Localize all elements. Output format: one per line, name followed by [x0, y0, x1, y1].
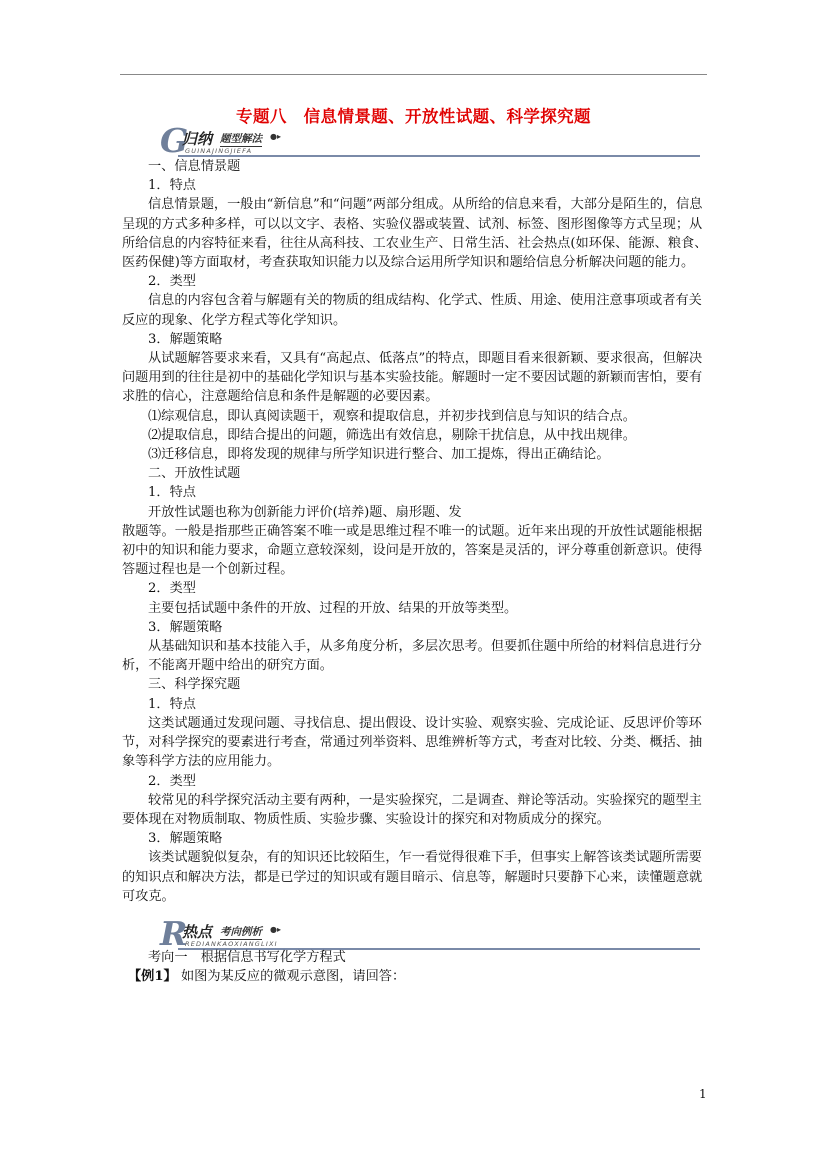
subheading: 1．特点	[148, 178, 196, 194]
paragraph: 主要包括试题中条件的开放、过程的开放、结果的开放等类型。	[148, 600, 518, 616]
document-body	[122, 157, 712, 906]
banner-subtitle: 考向例析	[220, 926, 262, 938]
example-text: 如图为某反应的微观示意图，请回答：	[180, 969, 406, 985]
header-rule	[120, 74, 707, 75]
subheading: 1．特点	[148, 696, 196, 712]
page-title: 专题八 信息情景题、开放性试题、科学探究题	[236, 107, 591, 126]
section-heading: 一、信息情景题	[148, 159, 241, 174]
subheading: 2．类型	[148, 773, 196, 789]
paragraph: 较常见的科学探究活动主要有两种，一是实验探究，二是调查、辩论等活动。实验探究的题型主要体现在对物质制取、物质性质、实验步骤、实验设计的探究和对物质成分的探究。	[122, 792, 702, 827]
list-item: ⑴综观信息，即认真阅读题干，观察和提取信息，并初步找到信息与知识的结合点。	[148, 408, 636, 424]
paragraph: 从基础知识和基本技能入手，从多角度分析，多层次思考。但要抓住题中所给的材料信息进行分析，不能离开题中给出的研究方面。	[122, 639, 702, 674]
example-block	[122, 948, 712, 986]
example-line	[122, 967, 712, 986]
subheading: 1．特点	[148, 485, 196, 501]
paragraph: 信息的内容包含着与解题有关的物质的组成结构、化学式、性质、用途、使用注意事项或者有关反应的现象、化学方程式等化学知识。	[122, 293, 702, 328]
paragraph: 开放性试题也称为创新能力评价(培养)题、扇形题、发	[148, 504, 462, 520]
section-banner-summary	[160, 121, 700, 161]
banner-pinyin: GUINAJINGJIEFA	[185, 147, 253, 155]
section-heading: 三、科学探究题	[148, 677, 241, 693]
banner-word: 归纳	[182, 130, 213, 148]
banner-subtitle: 题型解法	[220, 133, 262, 145]
topic-heading: 考向一 根据信息书写化学方程式	[148, 950, 346, 965]
subheading: 3．解题策略	[148, 831, 223, 847]
banner-initial: G	[160, 121, 189, 160]
subheading: 3．解题策略	[148, 331, 223, 347]
subheading: 3．解题策略	[148, 619, 223, 635]
banner-arrows-icon: ●▸	[270, 132, 281, 141]
paragraph: 这类试题通过发现问题、寻找信息、提出假设、设计实验、观察实验、完成论证、反思评价等环节，对科学探究的要素进行考查，常通过列举资料、思维辨析等方式，考查对比较、分类、概括、抽象等科学方法的应用能力。	[122, 715, 703, 770]
paragraph: 散题等。一般是指那些正确答案不唯一或是思维过程不唯一的试题。近年来出现的开放性试题能根据初中的知识和能力要求，命题立意较深刻，设问是开放的，答案是灵活的，评分尊重创新意识。使得答题过程也是一个创新过程。	[122, 523, 703, 578]
paragraph: 信息情景题，一般由“新信息”和“问题”两部分组成。从所给的信息来看，大部分是陌生的，信息呈现的方式多种多样，可以以文字、表格、实验仪器或装置、试剂、标签、图形图像等方式呈现；从所给信息的内容特征来看，往往从高科技、工农业生产、日常生活、社会热点(如环保、能源、粮食、医药保健)等方面取材，考查获取知识能力以及综合运用所学知识和题给信息分析解决问题的能力。	[122, 197, 708, 271]
banner-initial: R	[160, 914, 188, 953]
page-number: 1	[699, 1087, 707, 1101]
list-item: ⑶迁移信息，即将发现的规律与所学知识进行整合、加工提炼，得出正确结论。	[148, 447, 610, 463]
section-heading: 二、开放性试题	[148, 466, 241, 482]
subheading: 2．类型	[148, 274, 196, 290]
list-item: ⑵提取信息，即结合提出的问题，筛选出有效信息，剔除干扰信息，从中找出规律。	[148, 427, 636, 443]
subheading: 2．类型	[148, 581, 196, 597]
banner-word: 热点	[182, 923, 213, 941]
paragraph: 该类试题貌似复杂，有的知识还比较陌生，乍一看觉得很难下手，但事实上解答该类试题所需要的知识点和解决方法，都是已学过的知识或有题目暗示、信息等，解题时只要静下心来，读懂题意就可攻克。	[122, 850, 703, 904]
banner-pinyin: REDIANKAOXIANGLIXI	[185, 940, 278, 948]
banner-arrows-icon: ●▸	[270, 925, 281, 934]
example-label: 【例1】	[128, 969, 177, 985]
paragraph: 从试题解答要求来看，又具有“高起点、低落点”的特点，即题目看来很新颖、要求很高，但解决问题用到的往往是初中的基础化学知识与基本实验技能。解题时一定不要因试题的新颖而害怕，要有求胜的信心，注意题给信息和条件是解题的必要因素。	[122, 351, 703, 405]
